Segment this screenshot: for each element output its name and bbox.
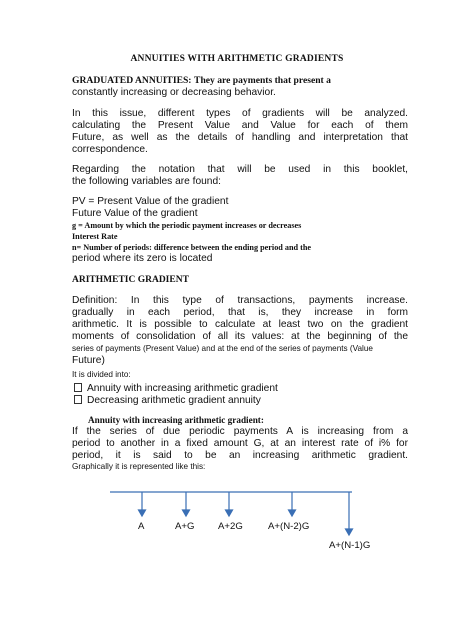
graph-caption: Graphically it is represented like this: (72, 462, 206, 471)
notation-line: Regarding the notation that will be used in this booklet, (72, 164, 408, 175)
variable-pv: PV = Present Value of the gradient (72, 196, 229, 207)
diagram-label: A (138, 521, 145, 532)
diagram-label: A+(N-2)G (268, 521, 310, 532)
variable-g: g = Amount by which the periodic payment increases or decreases (72, 221, 302, 230)
diagram-label: A+G (175, 521, 195, 532)
arrow-head (289, 510, 296, 516)
variable-list (72, 196, 408, 265)
arrow-head (139, 510, 146, 516)
intro-line: In this issue, different types of gradients will be analyzed. (72, 108, 408, 119)
diagram-label: A+2G (218, 521, 243, 532)
divided-intro: It is divided into: (72, 370, 131, 379)
variable-n-cont: period where its zero is located (72, 253, 213, 264)
definition-small-line: series of payments (Present Value) and at the end of the series of payments (Value (72, 344, 373, 353)
graduated-line2: constantly increasing or decreasing behavior. (72, 87, 276, 98)
definition-line: moments of consolidation of all its values: at the beginning of the (72, 331, 408, 342)
variable-rate: Interest Rate (72, 232, 118, 241)
graduated-line1: They are payments that present a (194, 75, 331, 86)
checkbox-icon (74, 383, 82, 392)
intro-line: correspondence. (72, 144, 148, 155)
graduated-annuities-paragraph (72, 75, 408, 99)
notation-paragraph (72, 164, 408, 188)
definition-line: arithmetic. It is possible to calculate at least two on the gradient (72, 319, 408, 330)
arrow-head (183, 510, 190, 516)
intro-line: Future, as well as the details of handling and interpretation that (72, 132, 408, 143)
intro-line: calculating the Present Value and Value for each of them (72, 120, 408, 131)
arrow-head (346, 529, 353, 535)
arithmetic-gradient-heading: ARITHMETIC GRADIENT (72, 275, 189, 285)
divided-item: Annuity with increasing arithmetic gradient (72, 383, 408, 395)
increasing-line: period, it is said to be an increasing arithmetic gradient. (72, 450, 408, 461)
notation-line: the following variables are found: (72, 176, 221, 187)
increasing-line: period to another in a fixed amount G, at an interest rate of i% for (72, 438, 408, 449)
definition-line: gradually in each period, that is, they increase in form (72, 307, 408, 318)
definition-last-line: Future) (72, 355, 105, 366)
checkbox-icon (74, 395, 82, 404)
variable-fv: Future Value of the gradient (72, 208, 198, 219)
increasing-heading: Annuity with increasing arithmetic gradient: (88, 415, 264, 425)
diagram-label: A+(N-1)G (329, 540, 371, 551)
page-title: ANNUITIES WITH ARITHMETIC GRADIENTS (130, 54, 344, 64)
graduated-label: GRADUATED ANNUITIES: (72, 75, 192, 86)
increasing-paragraph (72, 426, 408, 472)
arrow-head (226, 510, 233, 516)
intro-paragraph (72, 108, 408, 156)
variable-n: n= Number of periods: difference between the ending period and the (72, 243, 312, 252)
increasing-line: If the series of due periodic payments A is increasing from a (72, 426, 408, 437)
divided-list (72, 370, 408, 407)
definition-paragraph (72, 295, 408, 367)
definition-line: Definition: In this type of transactions, payments increase. (72, 295, 408, 306)
divided-item: Decreasing arithmetic gradient annuity (72, 395, 408, 407)
